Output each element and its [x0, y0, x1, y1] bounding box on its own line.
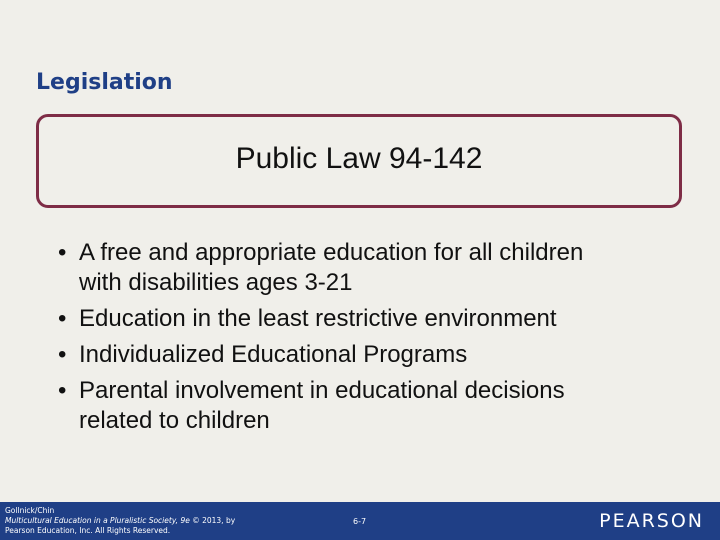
- credit-book-line: [5, 516, 235, 526]
- bullet-text-line2: related to children: [79, 407, 270, 434]
- pearson-logo: PEARSON: [599, 510, 704, 532]
- bullet-marker: •: [58, 377, 67, 404]
- bullet-text-line1: Parental involvement in educational decisions: [79, 377, 565, 404]
- bullet-marker: •: [58, 305, 67, 332]
- section-title: Legislation: [36, 70, 173, 95]
- bullet-item: [58, 340, 698, 370]
- credit-book-title: Multicultural Education in a Pluralistic Society, 9e: [5, 516, 190, 525]
- bullet-text-line1: Individualized Educational Programs: [79, 341, 468, 368]
- credit-copyright: © 2013, by: [189, 516, 236, 525]
- footer-credit: [5, 506, 235, 536]
- bullet-marker: •: [58, 239, 67, 266]
- credit-authors: Gollnick/Chin: [5, 506, 55, 515]
- bullet-text-line1: A free and appropriate education for all children: [79, 239, 584, 266]
- page-number: 6-7: [353, 517, 367, 526]
- bullet-item: [58, 238, 698, 298]
- bullet-list: [58, 238, 698, 442]
- bullet-text-line1: Education in the least restrictive environment: [79, 305, 557, 332]
- bullet-marker: •: [58, 341, 67, 368]
- credit-publisher: Pearson Education, Inc. All Rights Reserved.: [5, 526, 171, 535]
- title-box: [36, 114, 682, 208]
- bullet-item: [58, 304, 698, 334]
- footer-bar: [0, 502, 720, 540]
- slide-title: Public Law 94-142: [235, 142, 483, 175]
- bullet-item: [58, 376, 698, 436]
- bullet-text-line2: with disabilities ages 3-21: [79, 269, 353, 296]
